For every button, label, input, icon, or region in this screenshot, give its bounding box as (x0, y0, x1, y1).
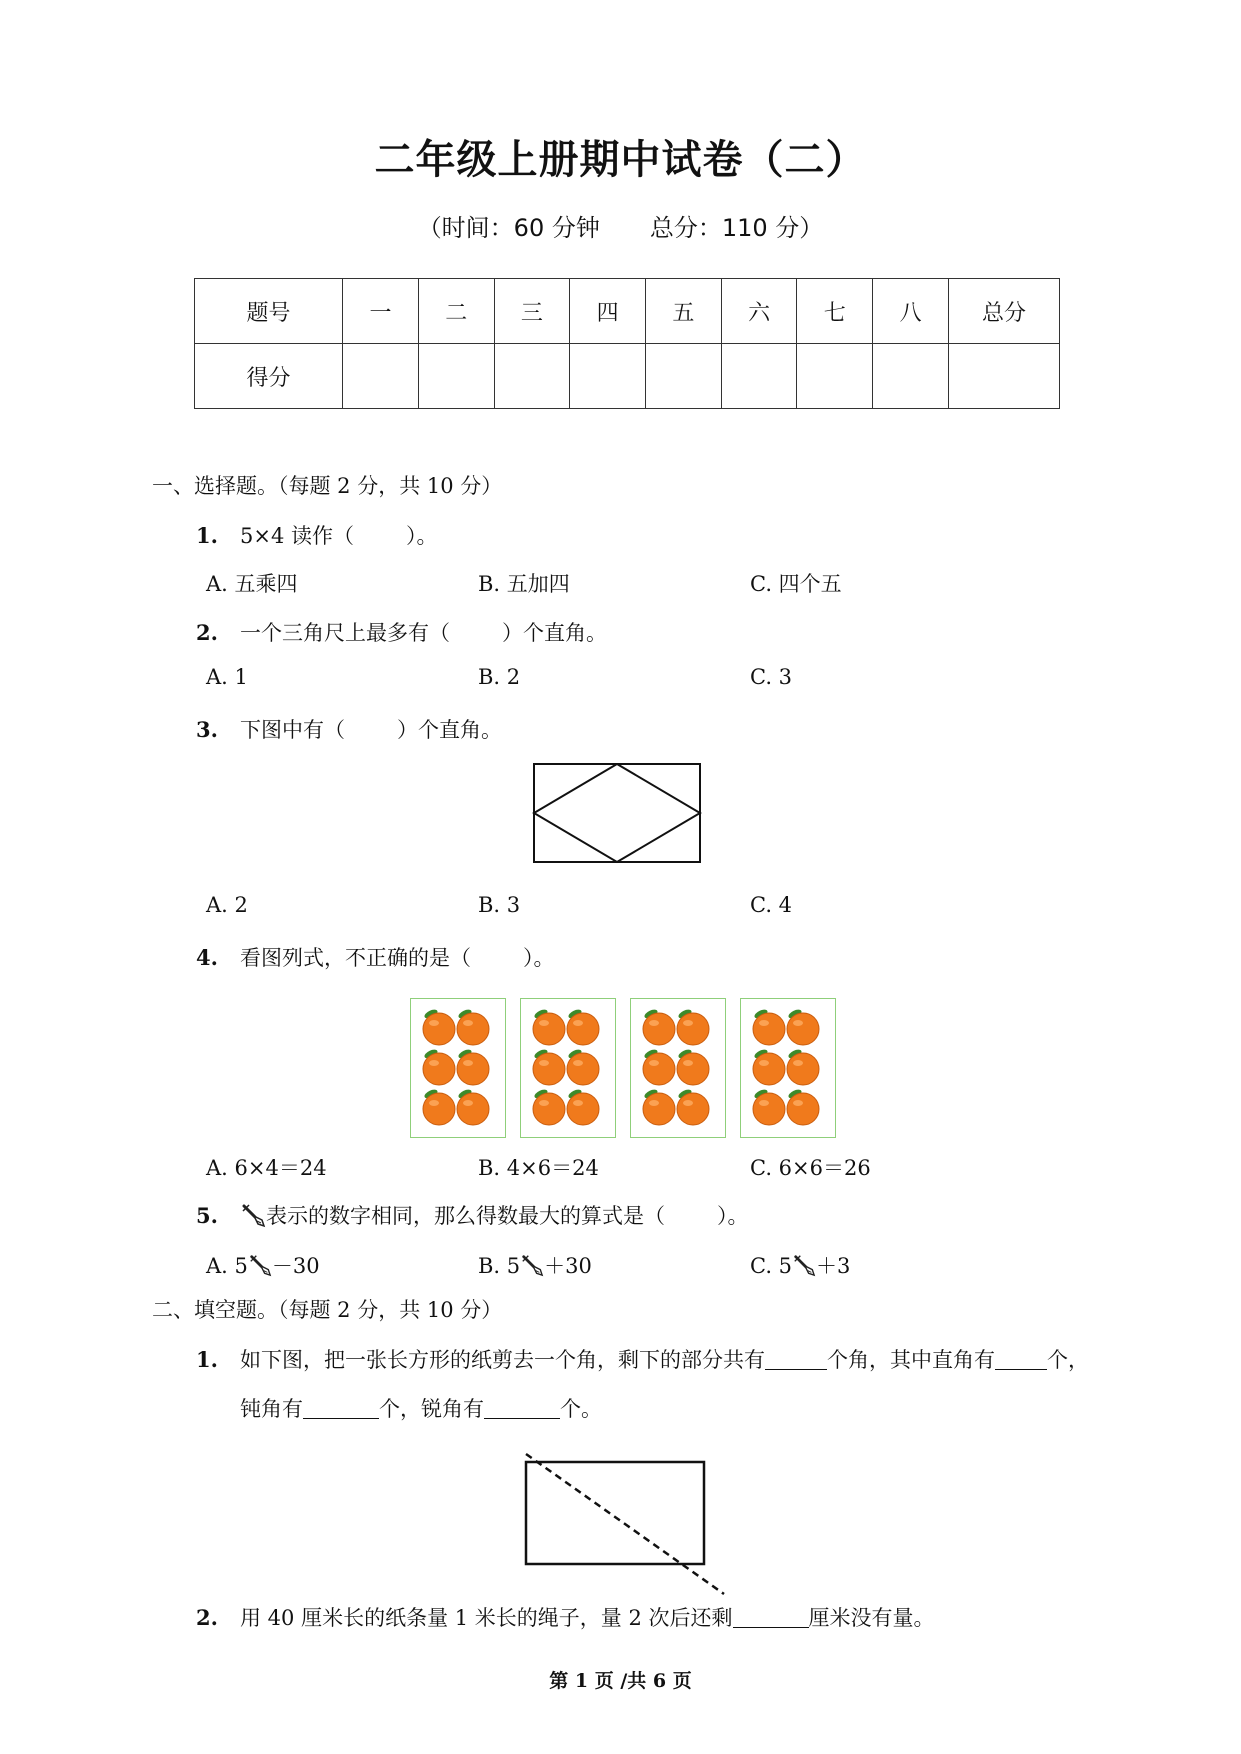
question-text: ）。 (406, 524, 438, 548)
option-b[interactable]: B. 2 (478, 665, 521, 689)
answer-blank[interactable] (484, 1397, 560, 1419)
orange-icon (741, 999, 835, 1137)
option-a[interactable]: A. 1 (206, 665, 248, 689)
orange-icon (643, 1008, 675, 1045)
orange-icon (567, 1008, 599, 1045)
score-input-cell[interactable] (343, 344, 419, 409)
question-text: ）个直角。 (397, 718, 502, 742)
option-text: B. 5 (478, 1254, 521, 1278)
question-text: 厘米没有量。 (808, 1606, 935, 1630)
option-b[interactable]: B. 3 (478, 893, 521, 917)
option-text: C. 5 (750, 1254, 793, 1278)
paintbrush-icon (240, 1202, 266, 1228)
orange-icon (533, 1048, 565, 1085)
score-input-cell[interactable] (418, 344, 494, 409)
section-heading: 二、填空题。（每题 2 分，共 10 分） (152, 1298, 503, 1322)
score-table-cell: 总分 (949, 279, 1060, 344)
option-text: ＋30 (544, 1254, 592, 1278)
score-table (194, 278, 1060, 409)
question-5 (196, 1200, 749, 1230)
orange-group-card (410, 998, 506, 1138)
score-input-cell[interactable] (949, 344, 1060, 409)
time-label: （时间：60 分钟 (417, 214, 600, 242)
orange-icon (411, 999, 505, 1137)
question-number: 2. (196, 1605, 218, 1630)
question-1 (196, 520, 438, 550)
orange-icon (643, 1048, 675, 1085)
orange-icon (521, 999, 615, 1137)
option-c[interactable] (750, 1250, 850, 1280)
option-c[interactable]: C. 3 (750, 665, 793, 689)
orange-icon (567, 1048, 599, 1085)
score-table-cell: 二 (418, 279, 494, 344)
question-text: 5×4 读作（ (240, 524, 354, 548)
question-text: ）。 (523, 946, 555, 970)
option-b[interactable] (478, 1250, 592, 1280)
question-number: 2. (196, 620, 218, 645)
question-text: ）个直角。 (502, 621, 607, 645)
fill-question-1 (196, 1344, 1089, 1374)
question-number: 3. (196, 717, 218, 742)
score-table-cell: 四 (570, 279, 646, 344)
orange-icon (457, 1088, 489, 1125)
exam-info (0, 208, 1241, 243)
option-a[interactable]: A. 6×4＝24 (206, 1156, 327, 1180)
orange-icon (533, 1088, 565, 1125)
question-text: 个， (1047, 1348, 1089, 1372)
question-text: ）。 (717, 1204, 749, 1228)
score-table-cell: 六 (721, 279, 797, 344)
question-text: 个角，其中直角有 (827, 1348, 995, 1372)
orange-group-card (630, 998, 726, 1138)
orange-icon (787, 1008, 819, 1045)
section-heading: 一、选择题。（每题 2 分，共 10 分） (152, 474, 503, 498)
question-text: 一个三角尺上最多有（ (240, 621, 450, 645)
question-text: 如下图，把一张长方形的纸剪去一个角，剩下的部分共有 (240, 1348, 765, 1372)
score-table-cell: 一 (343, 279, 419, 344)
question-4 (196, 942, 555, 972)
question-number: 1. (196, 523, 218, 548)
orange-icon (677, 1008, 709, 1045)
score-table-cell: 七 (797, 279, 873, 344)
rectangle-rhombus-figure (530, 760, 704, 866)
question-number: 5. (196, 1203, 218, 1228)
option-c[interactable]: C. 6×6＝26 (750, 1156, 871, 1180)
question-text: 钝角有 (240, 1397, 303, 1421)
answer-blank[interactable] (765, 1348, 827, 1370)
question-text: 用 40 厘米长的纸条量 1 米长的绳子，量 2 次后还剩 (240, 1606, 733, 1630)
score-input-cell[interactable] (494, 344, 570, 409)
score-table-cell: 三 (494, 279, 570, 344)
orange-icon (677, 1088, 709, 1125)
orange-icon (753, 1048, 785, 1085)
orange-icon (567, 1088, 599, 1125)
page-title: 二年级上册期中试卷（二） (374, 137, 867, 183)
paintbrush-icon (792, 1253, 816, 1277)
orange-icon (787, 1048, 819, 1085)
answer-blank[interactable] (995, 1348, 1047, 1370)
fill-question-1-line2 (240, 1393, 602, 1423)
orange-icon (457, 1008, 489, 1045)
option-text: ＋3 (816, 1254, 851, 1278)
option-a[interactable] (206, 1250, 320, 1280)
question-text: 下图中有（ (240, 718, 345, 742)
option-c[interactable]: C. 四个五 (750, 572, 842, 596)
orange-icon (643, 1088, 675, 1125)
score-table-cell: 八 (873, 279, 949, 344)
option-b[interactable]: B. 五加四 (478, 572, 570, 596)
option-c[interactable]: C. 4 (750, 893, 793, 917)
orange-icon (753, 1088, 785, 1125)
answer-blank[interactable] (303, 1397, 379, 1419)
question-number: 1. (196, 1347, 218, 1372)
total-score-label: 总分：110 分） (649, 214, 824, 242)
option-text: A. 5 (206, 1254, 248, 1278)
question-number: 4. (196, 945, 218, 970)
orange-group-card (740, 998, 836, 1138)
orange-icon (457, 1048, 489, 1085)
orange-icon (677, 1048, 709, 1085)
score-input-cell[interactable] (646, 344, 722, 409)
score-input-cell[interactable] (797, 344, 873, 409)
orange-icon (753, 1008, 785, 1045)
orange-icon (423, 1088, 455, 1125)
answer-blank[interactable] (733, 1606, 809, 1628)
orange-group-card (520, 998, 616, 1138)
score-table-cell: 得分 (195, 344, 343, 409)
question-2 (196, 617, 607, 647)
orange-icon (631, 999, 725, 1137)
option-a[interactable]: A. 2 (206, 893, 248, 917)
orange-icon (787, 1088, 819, 1125)
orange-icon (423, 1008, 455, 1045)
orange-icon (533, 1008, 565, 1045)
score-table-header-row (195, 279, 1060, 344)
score-input-cell[interactable] (721, 344, 797, 409)
question-text: 个，锐角有 (379, 1397, 484, 1421)
fill-question-2 (196, 1602, 935, 1632)
question-text: 个。 (560, 1397, 602, 1421)
score-table-score-row (195, 344, 1060, 409)
question-3 (196, 714, 502, 744)
paintbrush-icon (520, 1253, 544, 1277)
question-text: 表示的数字相同，那么得数最大的算式是（ (266, 1204, 665, 1228)
orange-icon (423, 1048, 455, 1085)
page-footer: 第 1 页 /共 6 页 (549, 1670, 692, 1692)
option-text: －30 (271, 1254, 320, 1278)
cut-rectangle-figure (520, 1452, 730, 1602)
paintbrush-icon (248, 1253, 272, 1277)
option-a[interactable]: A. 五乘四 (206, 572, 298, 596)
score-input-cell[interactable] (873, 344, 949, 409)
option-b[interactable]: B. 4×6＝24 (478, 1156, 599, 1180)
score-table-cell: 五 (646, 279, 722, 344)
question-text: 看图列式，不正确的是（ (240, 946, 471, 970)
score-input-cell[interactable] (570, 344, 646, 409)
score-table-cell: 题号 (195, 279, 343, 344)
